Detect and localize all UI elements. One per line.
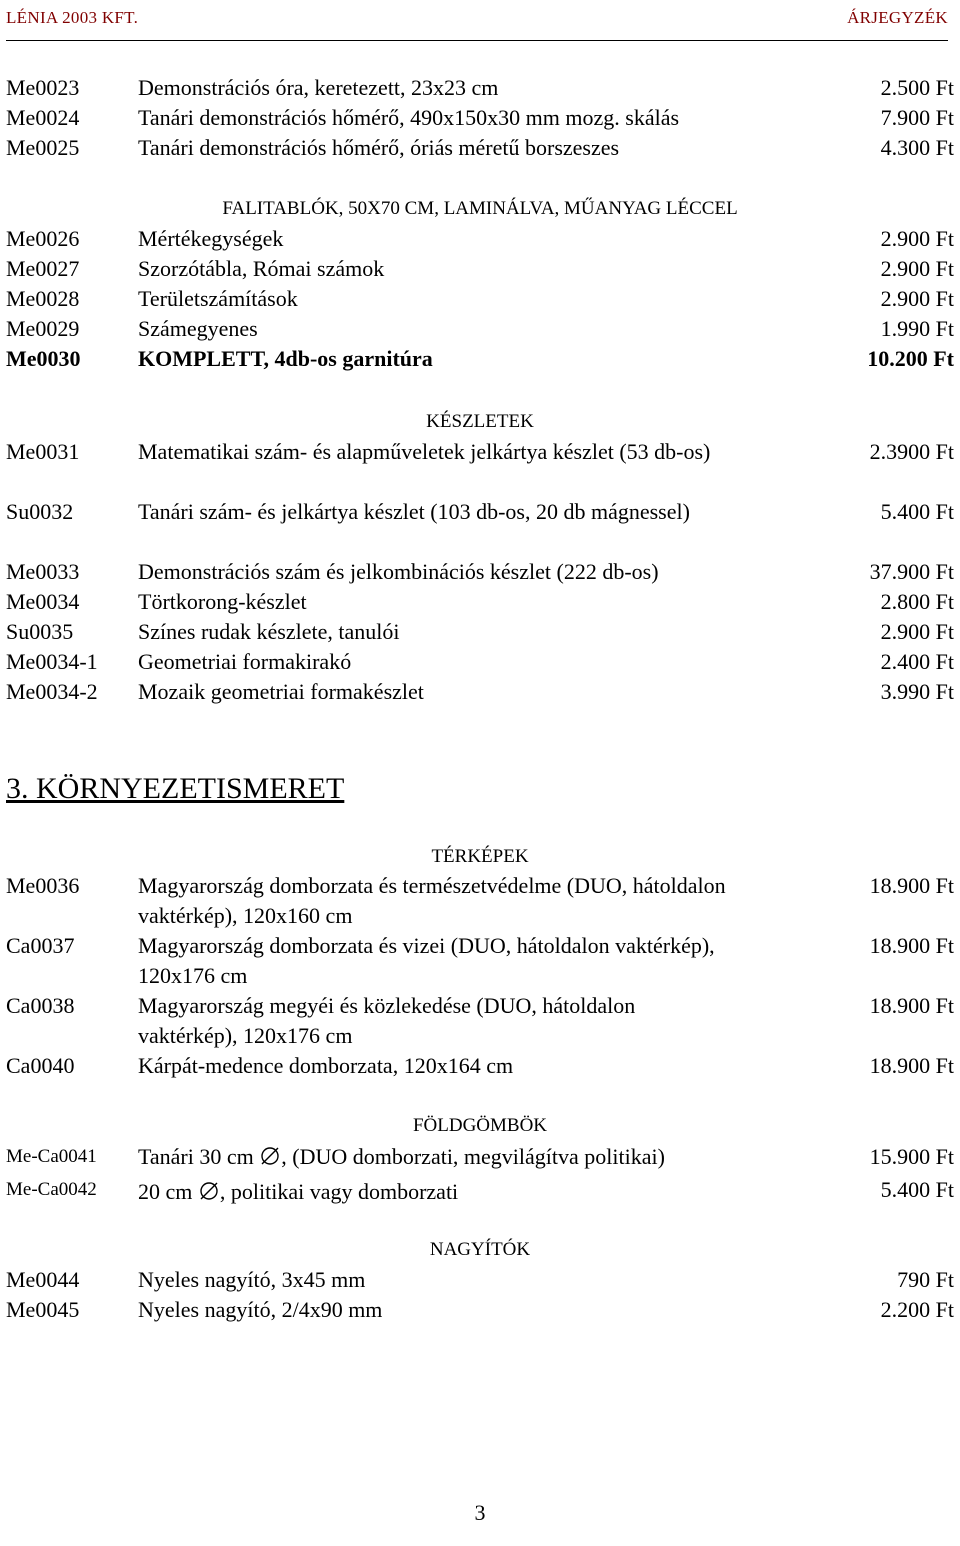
product-price: 4.300 Ft (880, 135, 954, 160)
product-code: Me0036 (6, 873, 80, 898)
product-price: 2.400 Ft (880, 649, 954, 674)
description-text: , politikai vagy domborzati (219, 1179, 459, 1204)
product-price: 18.900 Ft (869, 993, 954, 1018)
product-code: Ca0038 (6, 993, 75, 1018)
product-code: Su0032 (6, 499, 74, 524)
product-price: 15.900 Ft (869, 1144, 954, 1169)
header-divider (6, 40, 948, 41)
product-description (138, 1177, 798, 1207)
product-code: Me0033 (6, 559, 80, 584)
product-price: 10.200 Ft (867, 346, 954, 371)
product-description: Demonstrációs szám és jelkombinációs készlet (222 db-os) (138, 559, 659, 584)
product-code: Me0034-1 (6, 649, 98, 674)
product-description: Számegyenes (138, 316, 258, 341)
product-price: 2.3900 Ft (869, 439, 954, 464)
product-code: Me0034 (6, 589, 80, 614)
product-price: 2.900 Ft (880, 256, 954, 281)
product-description: Mértékegységek (138, 226, 284, 251)
product-code: Me-Ca0041 (6, 1146, 97, 1167)
product-code: Me0030 (6, 346, 81, 371)
product-description: Területszámítások (138, 286, 298, 311)
product-code: Me-Ca0042 (6, 1179, 97, 1200)
product-price: 2.900 Ft (880, 619, 954, 644)
product-description: Magyarország domborzata és vizei (DUO, hátoldalon vaktérkép), 120x176 cm (138, 933, 715, 988)
product-code: Me0027 (6, 256, 80, 281)
product-price: 7.900 Ft (880, 105, 954, 130)
product-description: Magyarország domborzata és természetvédelme (DUO, hátoldalon vaktérkép), 120x160 cm (138, 873, 726, 928)
product-description: Mozaik geometriai formakészlet (138, 679, 424, 704)
category-heading-keszletek: KÉSZLETEK (426, 411, 534, 432)
product-price: 2.200 Ft (880, 1297, 954, 1322)
product-code: Me0025 (6, 135, 80, 160)
product-price: 18.900 Ft (869, 933, 954, 958)
product-description: Magyarország megyéi és közlekedése (DUO, hátoldalon vaktérkép), 120x176 cm (138, 993, 636, 1048)
diameter-icon (198, 1180, 220, 1202)
product-description: Demonstrációs óra, keretezett, 23x23 cm (138, 75, 499, 100)
product-code: Me0024 (6, 105, 80, 130)
product-price: 2.500 Ft (880, 75, 954, 100)
product-description: Matematikai szám- és alapműveletek jelkártya készlet (53 db-os) (138, 439, 711, 464)
category-heading-terkepek: TÉRKÉPEK (431, 846, 529, 867)
description-text: 20 cm (138, 1179, 198, 1204)
category-heading-nagyitok: NAGYÍTÓK (429, 1239, 531, 1260)
product-description: Tanári demonstrációs hőmérő, óriás méretű borszeszes (138, 135, 620, 160)
product-price: 5.400 Ft (880, 1177, 954, 1202)
product-price: 1.990 Ft (880, 316, 954, 341)
category-heading-falitablok: FALITABLÓK, 50X70 CM, LAMINÁLVA, MŰANYAG LÉCCEL (222, 198, 738, 219)
product-description: Szorzótábla, Római számok (138, 256, 385, 281)
product-description: KOMPLETT, 4db-os garnitúra (138, 346, 433, 371)
product-description: Tanári demonstrációs hőmérő, 490x150x30 mm mozg. skálás (138, 105, 680, 130)
product-code: Me0034-2 (6, 679, 98, 704)
product-price: 790 Ft (897, 1267, 954, 1292)
section-heading: 3. KÖRNYEZETISMERET (6, 772, 345, 805)
product-description: Nyeles nagyító, 3x45 mm (138, 1267, 366, 1292)
product-price: 37.900 Ft (869, 559, 954, 584)
description-text: Tanári 30 cm (138, 1144, 260, 1169)
product-code: Me0045 (6, 1297, 80, 1322)
product-code: Me0028 (6, 286, 80, 311)
product-description: Tanári szám- és jelkártya készlet (103 db-os, 20 db mágnessel) (138, 499, 690, 524)
product-description: Kárpát-medence domborzata, 120x164 cm (138, 1053, 514, 1078)
product-code: Me0031 (6, 439, 80, 464)
product-code: Su0035 (6, 619, 74, 644)
document-type: ÁRJEGYZÉK (847, 8, 948, 27)
product-description: Törtkorong-készlet (138, 589, 307, 614)
product-description: Nyeles nagyító, 2/4x90 mm (138, 1297, 383, 1322)
product-price: 18.900 Ft (869, 1053, 954, 1078)
product-code: Me0044 (6, 1267, 80, 1292)
product-price: 3.990 Ft (880, 679, 954, 704)
product-code: Me0026 (6, 226, 80, 251)
product-code: Ca0040 (6, 1053, 75, 1078)
product-price: 18.900 Ft (869, 873, 954, 898)
product-price: 2.900 Ft (880, 226, 954, 251)
category-heading-foldgombok: FÖLDGÖMBÖK (412, 1115, 548, 1136)
product-price: 2.900 Ft (880, 286, 954, 311)
product-description: Geometriai formakirakó (138, 649, 352, 674)
product-description: Színes rudak készlete, tanulói (138, 619, 400, 644)
product-price: 5.400 Ft (880, 499, 954, 524)
description-text: , (DUO domborzati, megvilágítva politikai) (281, 1144, 665, 1169)
product-description (138, 1142, 798, 1172)
company-name: LÉNIA 2003 KFT. (6, 8, 139, 27)
product-code: Ca0037 (6, 933, 75, 958)
diameter-icon (259, 1145, 281, 1167)
product-price: 2.800 Ft (880, 589, 954, 614)
page-number: 3 (474, 1500, 486, 1525)
product-code: Me0023 (6, 75, 80, 100)
product-code: Me0029 (6, 316, 80, 341)
